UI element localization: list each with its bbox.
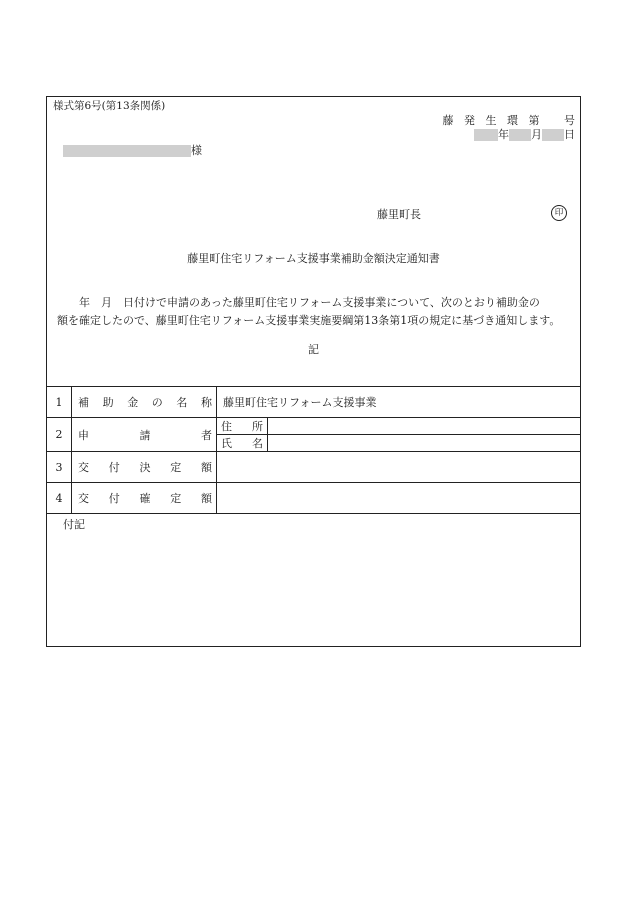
details-table: [47, 386, 580, 514]
decision-amount-value: [217, 452, 581, 483]
issuer-title: 藤里町長: [377, 208, 421, 221]
addressee: 様: [63, 144, 202, 157]
address-value: [268, 418, 581, 435]
table-row: 2 申 請 者 住 所 氏 名: [47, 418, 580, 452]
table-row: 4 交 付 確 定 額: [47, 483, 580, 514]
address-label: 住 所: [221, 420, 263, 433]
issue-date: 年 月 日: [474, 128, 575, 141]
form-number: 様式第6号(第13条関係): [53, 100, 166, 112]
ki-heading: 記: [308, 343, 319, 356]
notice-body: 年 月 日付けで申請のあった藤里町住宅リフォーム支援事業について、次のとおり補助金の 額を確定したので、藤里町住宅リフォーム支援事業実施要綱第13条第1項の規定に基づき通知します。: [57, 296, 561, 327]
redacted-day: [542, 129, 564, 141]
redacted-year: [474, 129, 498, 141]
row-label: 申 請 者: [78, 428, 212, 442]
row-label: 交 付 確 定 額: [78, 492, 212, 505]
name-label: 氏 名: [221, 437, 263, 450]
redacted-month: [509, 129, 531, 141]
notice-form: [46, 96, 581, 647]
applicant-subtable: [217, 418, 580, 451]
row-label: 交 付 決 定 額: [78, 461, 212, 474]
redacted-addressee-name: [63, 145, 191, 157]
document-number: 藤 発 生 環 第 号: [442, 114, 575, 127]
seal-mark: 印: [551, 205, 567, 221]
table-row: 1 補 助 金 の 名 称 藤里町住宅リフォーム支援事業: [47, 387, 580, 418]
table-row: 3 交 付 決 定 額: [47, 452, 580, 483]
subsidy-name-value: 藤里町住宅リフォーム支援事業: [217, 387, 581, 418]
document-title: 藤里町住宅リフォーム支援事業補助金額決定通知書: [187, 252, 440, 265]
name-value: [268, 435, 581, 452]
confirmed-amount-value: [217, 483, 581, 514]
note-label: 付記: [63, 518, 85, 531]
row-label: 補 助 金 の 名 称: [78, 396, 212, 409]
